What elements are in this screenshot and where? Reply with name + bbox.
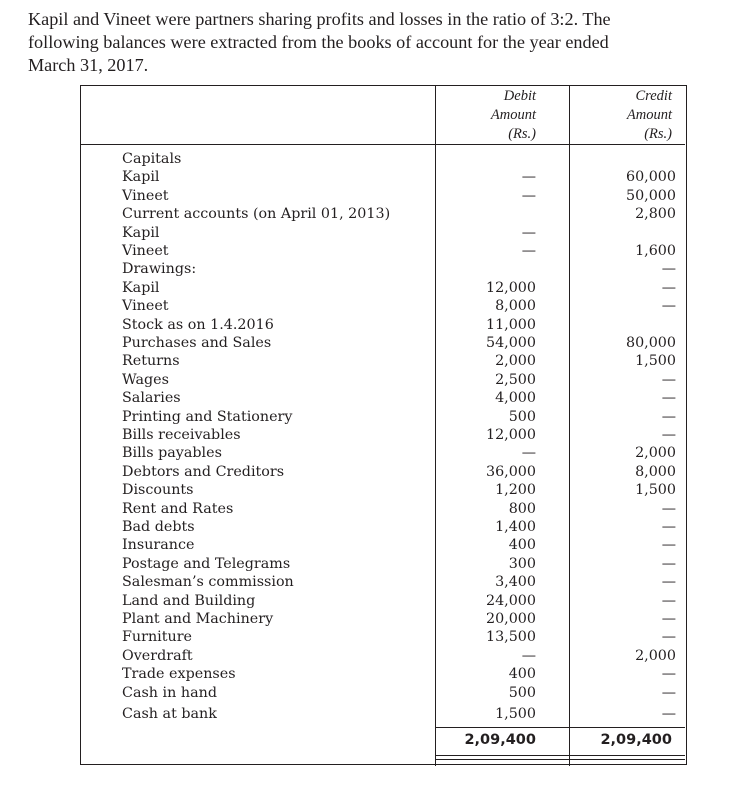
row-debit: 400 — [508, 537, 536, 554]
row-credit: — — [661, 705, 676, 722]
row-label: Insurance — [122, 537, 195, 554]
row-credit: 2,800 — [635, 206, 676, 223]
table-row — [122, 316, 678, 334]
row-label: Furniture — [122, 629, 192, 646]
row-credit: — — [661, 666, 676, 683]
table-row — [122, 408, 678, 426]
intro-line-2: following balances were extracted from the books of account for the year ended — [28, 32, 609, 52]
table-row — [122, 334, 678, 352]
table-row — [122, 684, 678, 702]
row-label: Bad debts — [122, 519, 195, 535]
row-debit: — — [521, 445, 536, 462]
row-debit: 1,200 — [495, 482, 536, 499]
debit-header-line-2: Amount — [490, 107, 536, 123]
row-credit: — — [661, 279, 676, 296]
table-row — [122, 573, 678, 591]
row-label: Salesman’s commission — [122, 574, 294, 591]
row-label: Capitals — [122, 151, 182, 167]
total-top-rule — [435, 727, 685, 728]
table-row — [122, 463, 678, 481]
row-credit: — — [661, 427, 676, 443]
row-debit: 500 — [508, 684, 536, 701]
row-debit: — — [521, 169, 536, 186]
table-row — [122, 555, 678, 573]
table-row — [122, 610, 678, 628]
table-row — [122, 352, 678, 370]
row-credit: 1,500 — [635, 353, 676, 370]
row-credit: — — [661, 611, 676, 627]
row-label: Wages — [122, 371, 169, 388]
row-label: Cash in hand — [122, 684, 217, 701]
credit-header-line-3: (Rs.) — [644, 126, 672, 142]
row-debit: 400 — [508, 666, 536, 683]
row-debit: 1,500 — [495, 705, 536, 722]
table-row — [122, 297, 678, 315]
table-row — [122, 592, 678, 610]
debit-header-line-1: Debit — [503, 88, 536, 104]
row-label: Vineet — [122, 187, 169, 204]
row-label: Stock as on 1.4.2016 — [122, 316, 274, 333]
row-debit: 500 — [508, 408, 536, 425]
row-label: Kapil — [122, 169, 160, 186]
row-credit: 50,000 — [625, 187, 676, 204]
row-credit: — — [661, 390, 676, 407]
row-debit: 12,000 — [485, 279, 536, 296]
row-credit: 1,500 — [635, 482, 676, 499]
total-debit: 2,09,400 — [464, 732, 536, 748]
row-debit: 36,000 — [485, 463, 536, 480]
table-row — [122, 705, 678, 723]
table-row — [122, 242, 678, 260]
row-label: Printing and Stationery — [122, 408, 293, 425]
row-label: Plant and Machinery — [122, 611, 274, 627]
row-credit: — — [661, 371, 676, 388]
debit-header-line-3: (Rs.) — [508, 126, 536, 142]
table-row — [122, 444, 678, 462]
row-label: Purchases and Sales — [122, 335, 272, 351]
row-credit: — — [661, 298, 676, 315]
row-credit: — — [661, 537, 676, 554]
table-row — [122, 168, 678, 186]
table-row — [122, 279, 678, 297]
table-row — [122, 187, 678, 205]
row-credit: — — [661, 261, 676, 278]
row-debit: 54,000 — [485, 335, 536, 351]
table-row — [122, 426, 678, 444]
row-label: Discounts — [122, 482, 194, 499]
intro-line-1: Kapil and Vineet were partners sharing profits and losses in the ratio of 3:2. The — [28, 9, 611, 29]
table-row — [122, 628, 678, 646]
row-label: Vineet — [122, 298, 169, 315]
row-debit: 24,000 — [485, 592, 536, 609]
row-label: Drawings: — [122, 261, 197, 278]
row-label: Postage and Telegrams — [122, 555, 291, 572]
row-credit: — — [661, 500, 676, 517]
row-debit: 13,500 — [485, 629, 536, 646]
row-debit: 2,000 — [495, 353, 536, 370]
row-label: Rent and Rates — [122, 500, 234, 517]
row-label: Trade expenses — [122, 666, 236, 683]
row-debit: 11,000 — [485, 316, 536, 333]
row-credit: 60,000 — [625, 169, 676, 186]
row-credit: — — [661, 629, 676, 646]
table-row — [122, 150, 678, 168]
row-label: Vineet — [122, 243, 169, 259]
row-debit: 12,000 — [485, 427, 536, 443]
row-label: Returns — [122, 353, 180, 370]
row-label: Land and Building — [122, 592, 256, 609]
row-label: Salaries — [122, 390, 181, 407]
credit-header — [576, 87, 672, 144]
row-credit: 1,600 — [635, 243, 676, 259]
row-debit: 8,000 — [495, 298, 536, 315]
intro-paragraph — [28, 8, 728, 77]
row-credit: — — [661, 592, 676, 609]
row-credit: — — [661, 574, 676, 591]
table-row — [122, 647, 678, 665]
intro-line-3: March 31, 2017. — [28, 55, 149, 75]
row-debit: — — [521, 243, 536, 259]
table-row — [122, 224, 678, 242]
row-credit: — — [661, 684, 676, 701]
row-debit: 300 — [508, 555, 536, 572]
row-credit: 80,000 — [625, 335, 676, 351]
table-row — [122, 500, 678, 518]
row-label: Debtors and Creditors — [122, 463, 285, 480]
row-debit: 800 — [508, 500, 536, 517]
row-debit: 4,000 — [495, 390, 536, 407]
row-credit: — — [661, 555, 676, 572]
table-row — [122, 518, 678, 536]
table-row — [122, 481, 678, 499]
row-debit: 1,400 — [495, 519, 536, 535]
row-debit: — — [521, 647, 536, 664]
table-row — [122, 260, 678, 278]
row-debit: 20,000 — [485, 611, 536, 627]
row-credit: — — [661, 519, 676, 535]
table-row — [122, 371, 678, 389]
row-label: Overdraft — [122, 647, 193, 664]
table-row — [122, 536, 678, 554]
credit-header-line-1: Credit — [635, 88, 672, 104]
table-row — [122, 389, 678, 407]
row-credit: 8,000 — [635, 463, 676, 480]
table-row — [122, 205, 678, 223]
row-label: Kapil — [122, 279, 160, 296]
header-divider — [81, 144, 685, 145]
row-credit: — — [661, 408, 676, 425]
total-credit: 2,09,400 — [600, 732, 672, 748]
credit-header-line-2: Amount — [626, 107, 672, 123]
row-label: Current accounts (on April 01, 2013) — [122, 206, 391, 223]
row-debit: 3,400 — [495, 574, 536, 591]
row-debit: — — [521, 224, 536, 241]
row-debit: 2,500 — [495, 371, 536, 388]
debit-header — [440, 87, 536, 144]
total-bottom-rule-2 — [435, 759, 685, 760]
row-label: Kapil — [122, 224, 160, 241]
row-label: Bills receivables — [122, 427, 241, 443]
total-bottom-rule-1 — [435, 755, 685, 756]
row-credit: 2,000 — [635, 647, 676, 664]
row-label: Bills payables — [122, 445, 222, 462]
row-credit: 2,000 — [635, 445, 676, 462]
table-row — [122, 665, 678, 683]
row-label: Cash at bank — [122, 705, 217, 722]
row-debit: — — [521, 187, 536, 204]
